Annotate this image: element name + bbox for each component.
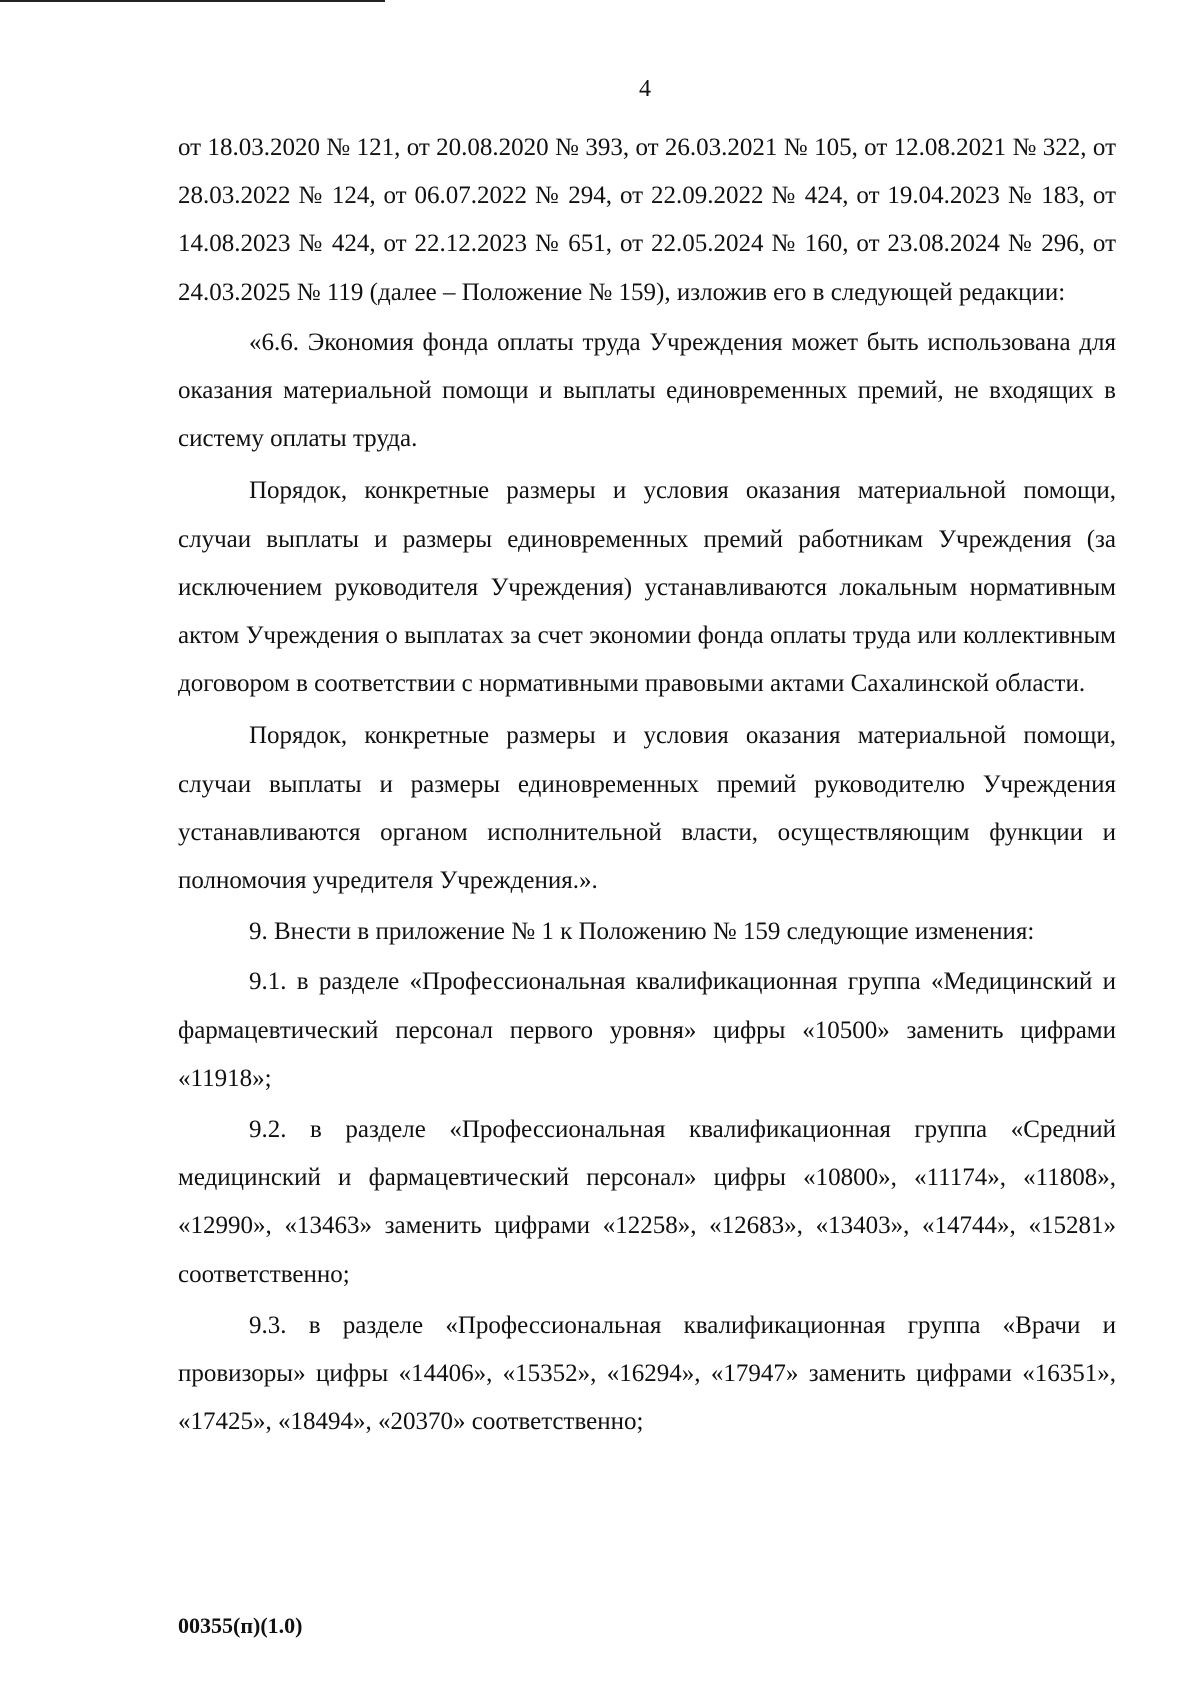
paragraph-order-staff: Порядок, конкретные размеры и условия оказания материальной помощи, случаи выплаты и размеры единовременных премий работникам Учреждения (за исключением руководителя Учреждения) устанавливаются локальным нормативным актом Учреждения о выплатах за счет экономии фонда оплаты труда или коллективным договором в соответствии с нормативными правовыми актами Сахалинской области. [178,477,1116,698]
paragraph-clause-6-6: «6.6. Экономия фонда оплаты труда Учреждения может быть использована для оказания материальной помощи и выплаты единовременных премий, не входящих в систему оплаты труда. [178,328,1116,453]
paragraph-item-9-2: 9.2. в разделе «Профессиональная квалификационная группа «Средний медицинский и фармацевтический персонал» цифры «10800», «11174», «11808», «12990», «13463» заменить цифрами «12258», «12683», «13403», «14744», «15281» соответственно; [178,1116,1116,1288]
page-number: 4 [639,76,651,102]
document-code: 00355(п)(1.0) [178,1613,303,1638]
paragraph-order-head: Порядок, конкретные размеры и условия оказания материальной помощи, случаи выплаты и размеры единовременных премий руководителю Учреждения устанавливаются органом исполнительной власти, осуществляющим функции и полномочия учредителя Учреждения.». [178,722,1116,895]
paragraph-item-9: 9. Внести в приложение № 1 к Положению № 159 следующие изменения: [249,918,1035,946]
paragraph-item-9-1: 9.1. в разделе «Профессиональная квалификационная группа «Медицинский и фармацевтический персонал первого уровня» цифры «10500» заменить цифрами «11918»; [178,968,1116,1092]
paragraph-item-9-3: 9.3. в разделе «Профессиональная квалификационная группа «Врачи и провизоры» цифры «14406», «15352», «16294», «17947» заменить цифрами «16351», «17425», «18494», «20370» соответственно; [178,1311,1116,1436]
top-edge-rule [0,0,385,2]
paragraph-continuation: от 18.03.2020 № 121, от 20.08.2020 № 393, от 26.03.2021 № 105, от 12.08.2021 № 322, от 28.03.2022 № 124, от 06.07.2022 № 294, от 22.09.2022 № 424, от 19.04.2023 № 183, от 14.08.2023 № 424, от 22.12.2023 № 651, от 22.05.2024 № 160, от 23.08.2024 № 296, от 24.03.2025 № 119 (далее – Положение № 159), изложив его в следующей редакции: [178,134,1116,306]
document-body [178,124,1116,1446]
